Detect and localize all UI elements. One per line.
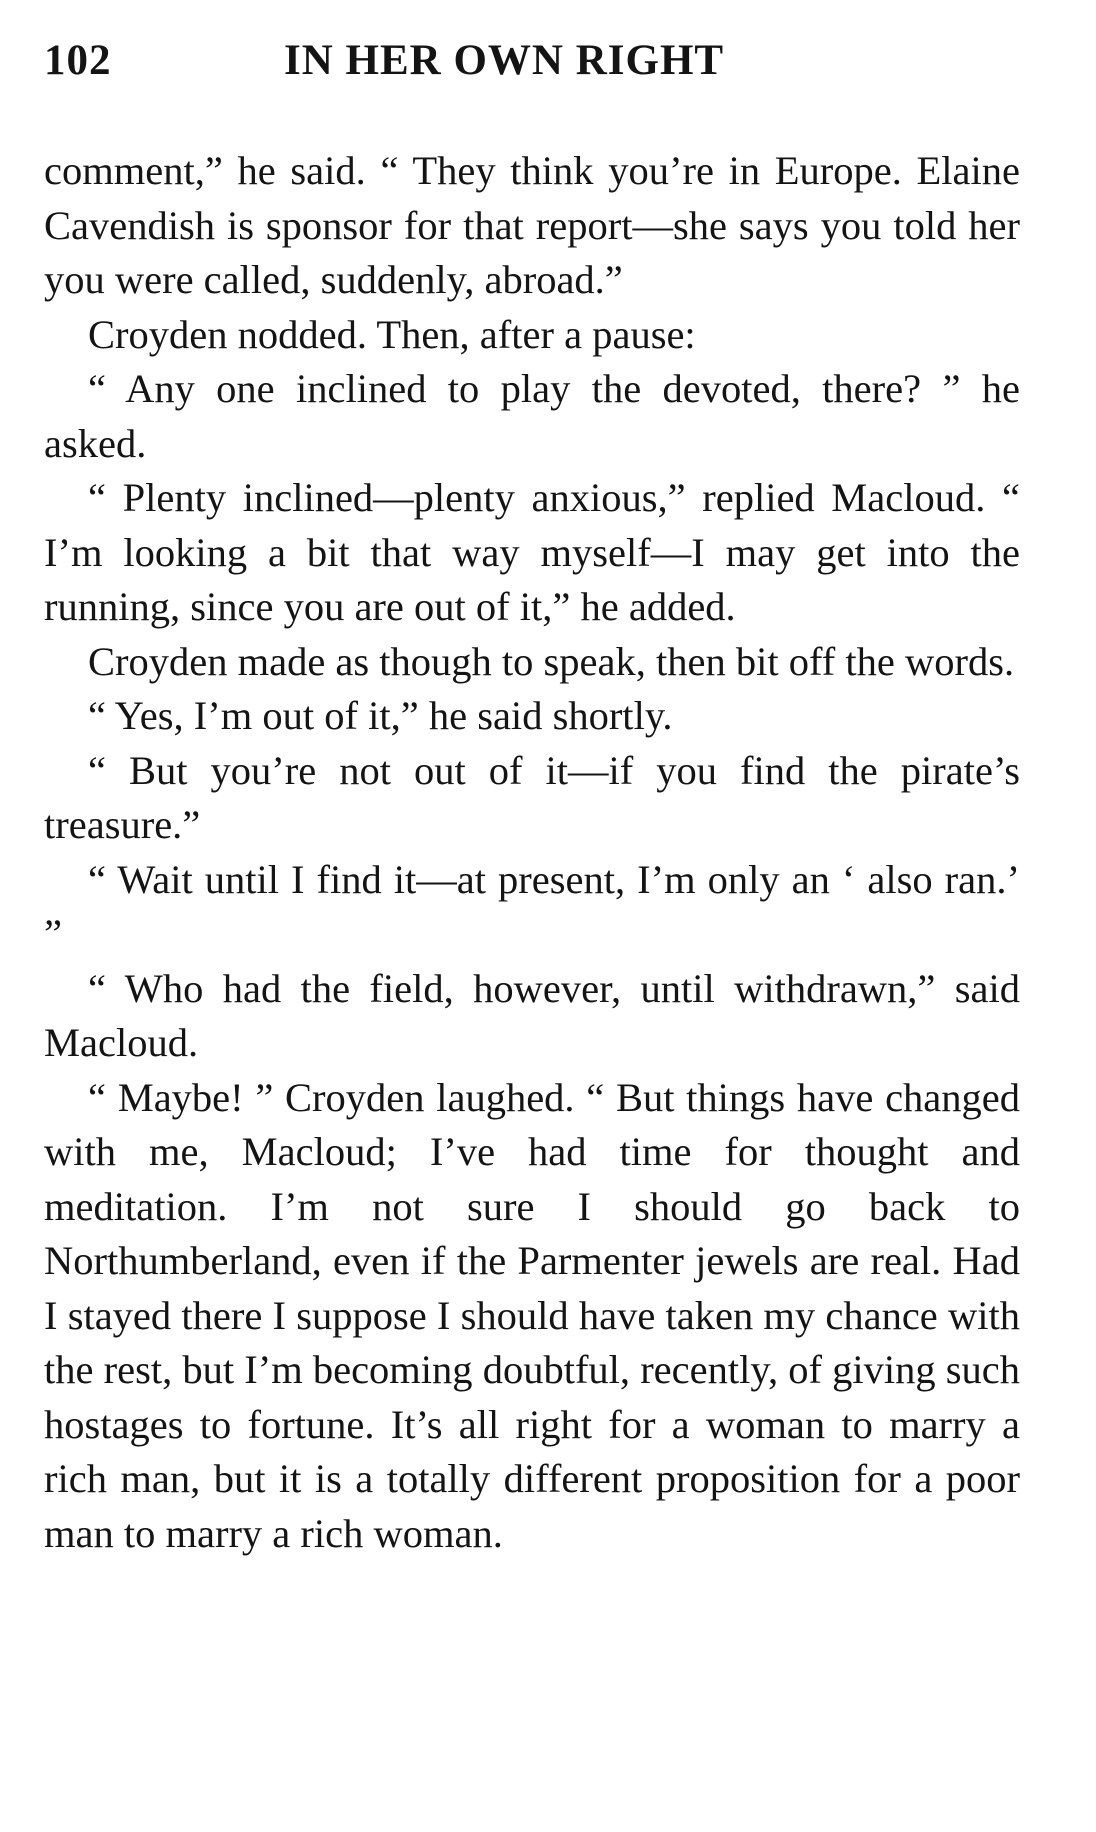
paragraph: “ But you’re not out of it—if you find the pirate’s treasure.”	[44, 747, 1020, 847]
paragraph: Croyden made as though to speak, then bit off the words.	[88, 638, 1015, 684]
page-number: 102	[44, 37, 112, 84]
paragraph: “ Who had the field, however, until withdrawn,” said Macloud.	[44, 965, 1020, 1065]
paragraph: “ Yes, I’m out of it,” he said shortly.	[88, 693, 673, 738]
paragraph: “ Any one inclined to play the devoted, there? ” he asked.	[44, 366, 1020, 466]
paragraph: “ Wait until I find it—at present, I’m only an ‘ also ran.’ ”	[44, 856, 1020, 956]
running-title: IN HER OWN RIGHT	[284, 37, 725, 84]
running-head	[44, 28, 1020, 98]
paragraph: Croyden nodded. Then, after a pause:	[88, 311, 696, 357]
paragraph: comment,” he said. “ They think you’re in Europe. Elaine Cavendish is sponsor for that report—she says you told her you were called, suddenly, abroad.”	[44, 148, 1020, 302]
body-text	[44, 144, 1020, 1561]
paragraph: “ Plenty inclined—plenty anxious,” replied Macloud. “ I’m looking a bit that way myself—I may get into the running, since you are out of it,” he added.	[44, 475, 1020, 629]
paragraph: “ Maybe! ” Croyden laughed. “ But things have changed with me, Macloud; I’ve had time for thought and meditation. I’m not sure I should go back to Northumberland, even if the Parmenter jewels are real. Had I stayed there I suppose I should have taken my chance with the rest, but I’m becoming doubtful, recently, of giving such hostages to fortune. It’s all right for a woman to marry a rich man, but it is a totally different proposition for a poor man to marry a rich woman.	[44, 1074, 1020, 1556]
book-page	[44, 28, 1020, 1561]
